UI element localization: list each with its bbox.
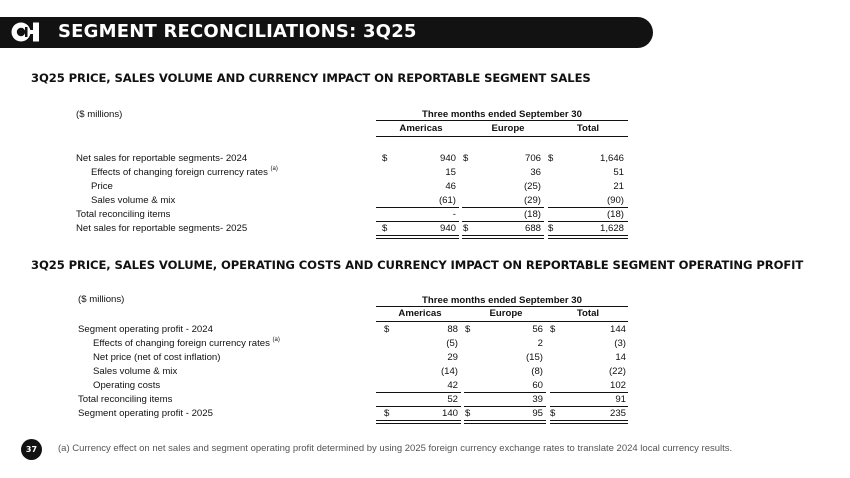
cell-value: 706 <box>524 153 541 164</box>
currency-symbol: $ <box>550 408 556 419</box>
table-row <box>78 380 631 394</box>
footnote-marker: (a) <box>270 166 278 172</box>
period-header: Three months ended September 30 <box>376 109 628 121</box>
row-label <box>91 195 175 206</box>
column-header: Europe <box>489 308 523 319</box>
row-label-text: Effects of changing foreign currency rates <box>91 167 268 178</box>
row-label <box>78 394 172 405</box>
cell-value: 1,628 <box>599 223 624 234</box>
cell-value: 2 <box>537 338 543 349</box>
table-row <box>78 352 631 366</box>
row-label-text: Operating costs <box>93 380 161 391</box>
cell-value: 1,646 <box>599 153 624 164</box>
units-label: ($ millions) <box>78 294 125 305</box>
total-rule <box>548 221 628 222</box>
row-label <box>78 324 213 335</box>
cell-value: (18) <box>523 209 541 220</box>
row-label-text: Total reconciling items <box>76 209 171 220</box>
cell-value: 940 <box>439 223 456 234</box>
row-label-text: Segment operating profit - 2025 <box>78 408 213 419</box>
cell-value: (18) <box>606 209 624 220</box>
double-rule <box>376 235 459 239</box>
row-label <box>93 352 220 363</box>
row-label <box>76 209 170 220</box>
sales-reconciliation-table <box>76 109 631 239</box>
row-label <box>76 153 247 164</box>
currency-symbol: $ <box>548 223 554 234</box>
period-header: Three months ended September 30 <box>376 295 628 307</box>
table-row <box>76 181 631 195</box>
cell-value: 56 <box>532 324 543 335</box>
cell-value: 95 <box>532 408 543 419</box>
cell-value: 60 <box>532 380 543 391</box>
total-rule <box>376 221 459 222</box>
cell-value: 235 <box>609 408 626 419</box>
subtotal-rule <box>462 207 544 208</box>
cell-value: (15) <box>525 352 543 363</box>
cell-value: 144 <box>609 324 626 335</box>
cell-value: (8) <box>531 366 543 377</box>
cell-value: (14) <box>440 366 458 377</box>
cell-value: (3) <box>614 338 626 349</box>
table-row <box>78 324 631 338</box>
header-bar <box>0 17 653 48</box>
row-label-text: Effects of changing foreign currency rates <box>93 338 270 349</box>
row-label <box>93 338 280 349</box>
currency-symbol: $ <box>550 324 556 335</box>
cell-value: (90) <box>606 195 624 206</box>
header-rule <box>376 321 628 322</box>
row-label-text: Segment operating profit - 2024 <box>78 324 213 335</box>
subtotal-rule <box>548 207 628 208</box>
double-rule <box>376 420 461 424</box>
currency-symbol: $ <box>382 153 388 164</box>
row-label-text: Total reconciling items <box>78 394 173 405</box>
cell-value: 52 <box>447 394 458 405</box>
currency-symbol: $ <box>384 408 390 419</box>
cell-value: (61) <box>438 195 456 206</box>
table-row <box>76 153 631 167</box>
cell-value: 88 <box>447 324 458 335</box>
column-header: Total <box>576 308 600 319</box>
subtotal-rule <box>376 207 459 208</box>
currency-symbol: $ <box>465 324 471 335</box>
currency-symbol: $ <box>463 153 469 164</box>
row-label-text: Net price (net of cost inflation) <box>93 352 221 363</box>
table-row <box>76 167 631 181</box>
cell-value: 940 <box>439 153 456 164</box>
cell-value: 140 <box>441 408 458 419</box>
row-label-text: Net sales for reportable segments- 2024 <box>76 153 248 164</box>
column-header: Total <box>576 123 600 134</box>
cell-value: 36 <box>530 167 541 178</box>
section-title-sales: 3Q25 PRICE, SALES VOLUME AND CURRENCY IMPACT ON REPORTABLE SEGMENT SALES <box>31 71 591 85</box>
cell-value: 29 <box>447 352 458 363</box>
column-header: Europe <box>491 123 525 134</box>
total-rule <box>464 406 546 407</box>
cell-value: (29) <box>523 195 541 206</box>
row-label-text: Sales volume & mix <box>93 366 178 377</box>
cell-value: 688 <box>524 223 541 234</box>
cell-value: 14 <box>615 352 626 363</box>
cell-value: 42 <box>447 380 458 391</box>
cell-value: 21 <box>613 181 624 192</box>
section-title-operating-profit: 3Q25 PRICE, SALES VOLUME, OPERATING COSTS AND CURRENCY IMPACT ON REPORTABLE SEGMENT OPERATING PROFIT <box>31 258 804 272</box>
footnote: (a) Currency effect on net sales and segment operating profit determined by using 2025 foreign currency exchange rates to translate 2024 local currency results. <box>58 443 733 454</box>
cell-value: (5) <box>446 338 458 349</box>
total-rule <box>376 406 461 407</box>
cell-value: 15 <box>445 167 456 178</box>
cell-value: - <box>452 209 456 220</box>
operating-profit-reconciliation-table <box>78 294 631 426</box>
units-label: ($ millions) <box>76 109 123 120</box>
cell-value: 46 <box>445 181 456 192</box>
column-header: Americas <box>399 123 443 134</box>
row-label <box>93 366 177 377</box>
row-label <box>93 380 160 391</box>
page-title: SEGMENT RECONCILIATIONS: 3Q25 <box>58 21 417 42</box>
currency-symbol: $ <box>465 408 471 419</box>
currency-symbol: $ <box>382 223 388 234</box>
oi-logo-icon <box>10 20 44 44</box>
table-row <box>78 408 631 422</box>
cell-value: (22) <box>608 366 626 377</box>
double-rule <box>464 420 546 424</box>
double-rule <box>462 235 544 239</box>
subtotal-rule <box>550 392 628 393</box>
row-label-text: Sales volume & mix <box>91 195 176 206</box>
cell-value: 91 <box>615 394 626 405</box>
table-row <box>78 366 631 380</box>
currency-symbol: $ <box>463 223 469 234</box>
double-rule <box>548 235 628 239</box>
page-number-badge: 37 <box>21 439 42 460</box>
row-label <box>76 223 247 234</box>
row-label-text: Net sales for reportable segments- 2025 <box>76 223 248 234</box>
footnote-marker: (a) <box>272 337 280 343</box>
cell-value: 102 <box>609 380 626 391</box>
currency-symbol: $ <box>384 324 390 335</box>
double-rule <box>550 420 628 424</box>
cell-value: 51 <box>613 167 624 178</box>
total-rule <box>550 406 628 407</box>
header-rule <box>376 136 628 137</box>
subtotal-rule <box>376 392 461 393</box>
cell-value: 39 <box>532 394 543 405</box>
row-label <box>91 181 113 192</box>
table-row <box>78 394 631 408</box>
column-header: Americas <box>398 308 442 319</box>
row-label <box>91 167 278 178</box>
row-label <box>78 408 213 419</box>
total-rule <box>462 221 544 222</box>
currency-symbol: $ <box>548 153 554 164</box>
subtotal-rule <box>464 392 546 393</box>
table-row <box>78 338 631 352</box>
cell-value: (25) <box>523 181 541 192</box>
row-label-text: Price <box>91 181 113 192</box>
